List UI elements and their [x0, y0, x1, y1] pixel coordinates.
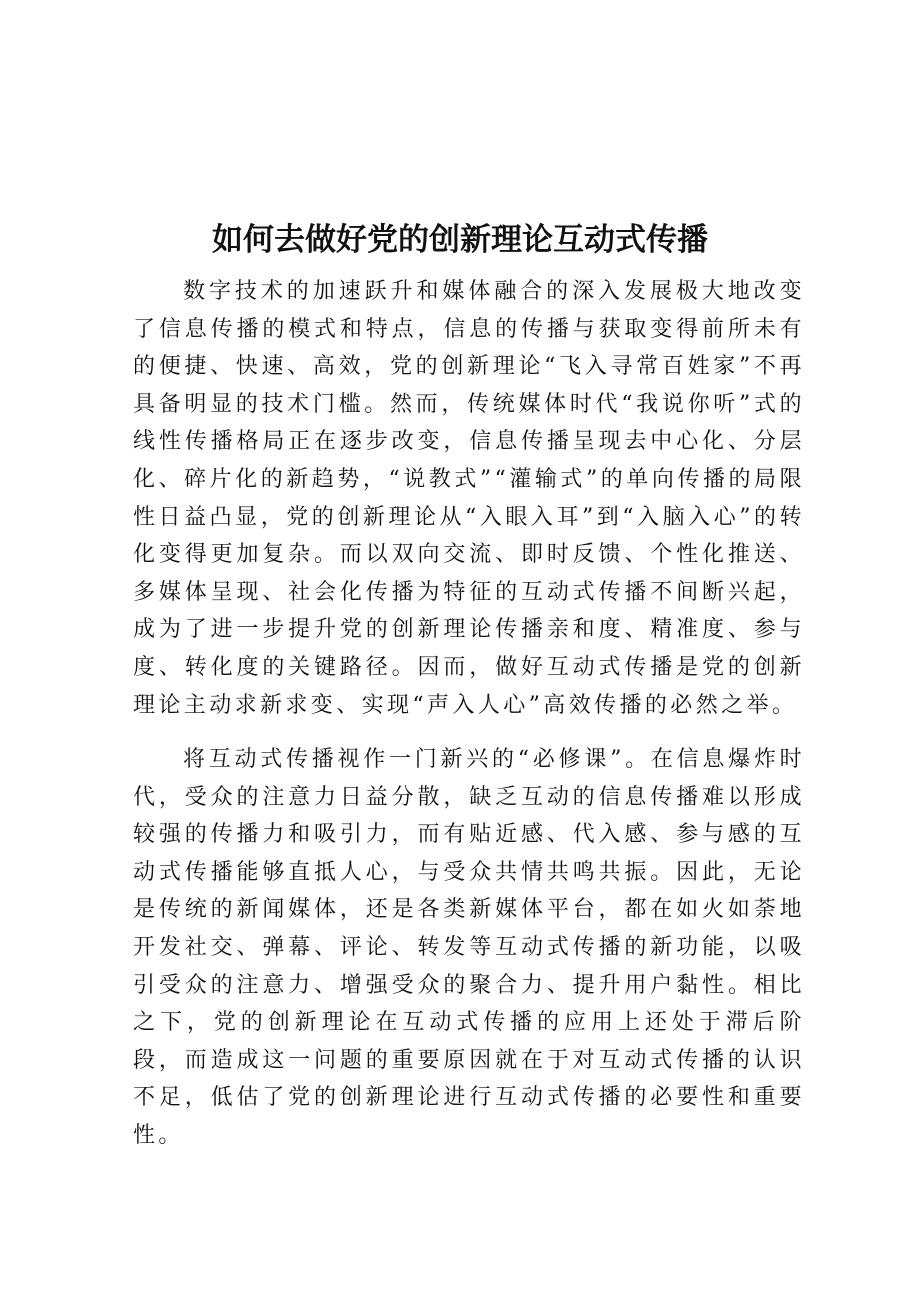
document-title: 如何去做好党的创新理论互动式传播: [212, 222, 708, 258]
paragraph-1: 数字技术的加速跃升和媒体融合的深入发展极大地改变了信息传播的模式和特点，信息的传播与获取变得前所未有的便捷、快速、高效，党的创新理论“飞入寻常百姓家”不再具备明显的技术门槛。然而，传统媒体时代“我说你听”式的线性传播格局正在逐步改变，信息传播呈现去中心化、分层化、碎片化的新趋势，“说教式”“灌输式”的单向传播的局限性日益凸显，党的创新理论从“入眼入耳”到“入脑入心”的转化变得更加复杂。而以双向交流、即时反馈、个性化推送、多媒体呈现、社会化传播为特征的互动式传播不间断兴起，成为了进一步提升党的创新理论传播亲和度、精准度、参与度、转化度的关键路径。因而，做好互动式传播是党的创新理论主动求新求变、实现“声入人心”高效传播的必然之举。: [133, 279, 805, 718]
paragraph-2: 将互动式传播视作一门新兴的“必修课”。在信息爆炸时代，受众的注意力日益分散，缺乏互动的信息传播难以形成较强的传播力和吸引力，而有贴近感、代入感、参与感的互动式传播能够直抵人心，与受众共情共鸣共振。因此，无论是传统的新闻媒体，还是各类新媒体平台，都在如火如荼地开发社交、弹幕、评论、转发等互动式传播的新功能，以吸引受众的注意力、增强受众的聚合力、提升用户黏性。相比之下，党的创新理论在互动式传播的应用上还处于滞后阶段，而造成这一问题的重要原因就在于对互动式传播的认识不足，低估了党的创新理论进行互动式传播的必要性和重要性。: [133, 747, 805, 1148]
